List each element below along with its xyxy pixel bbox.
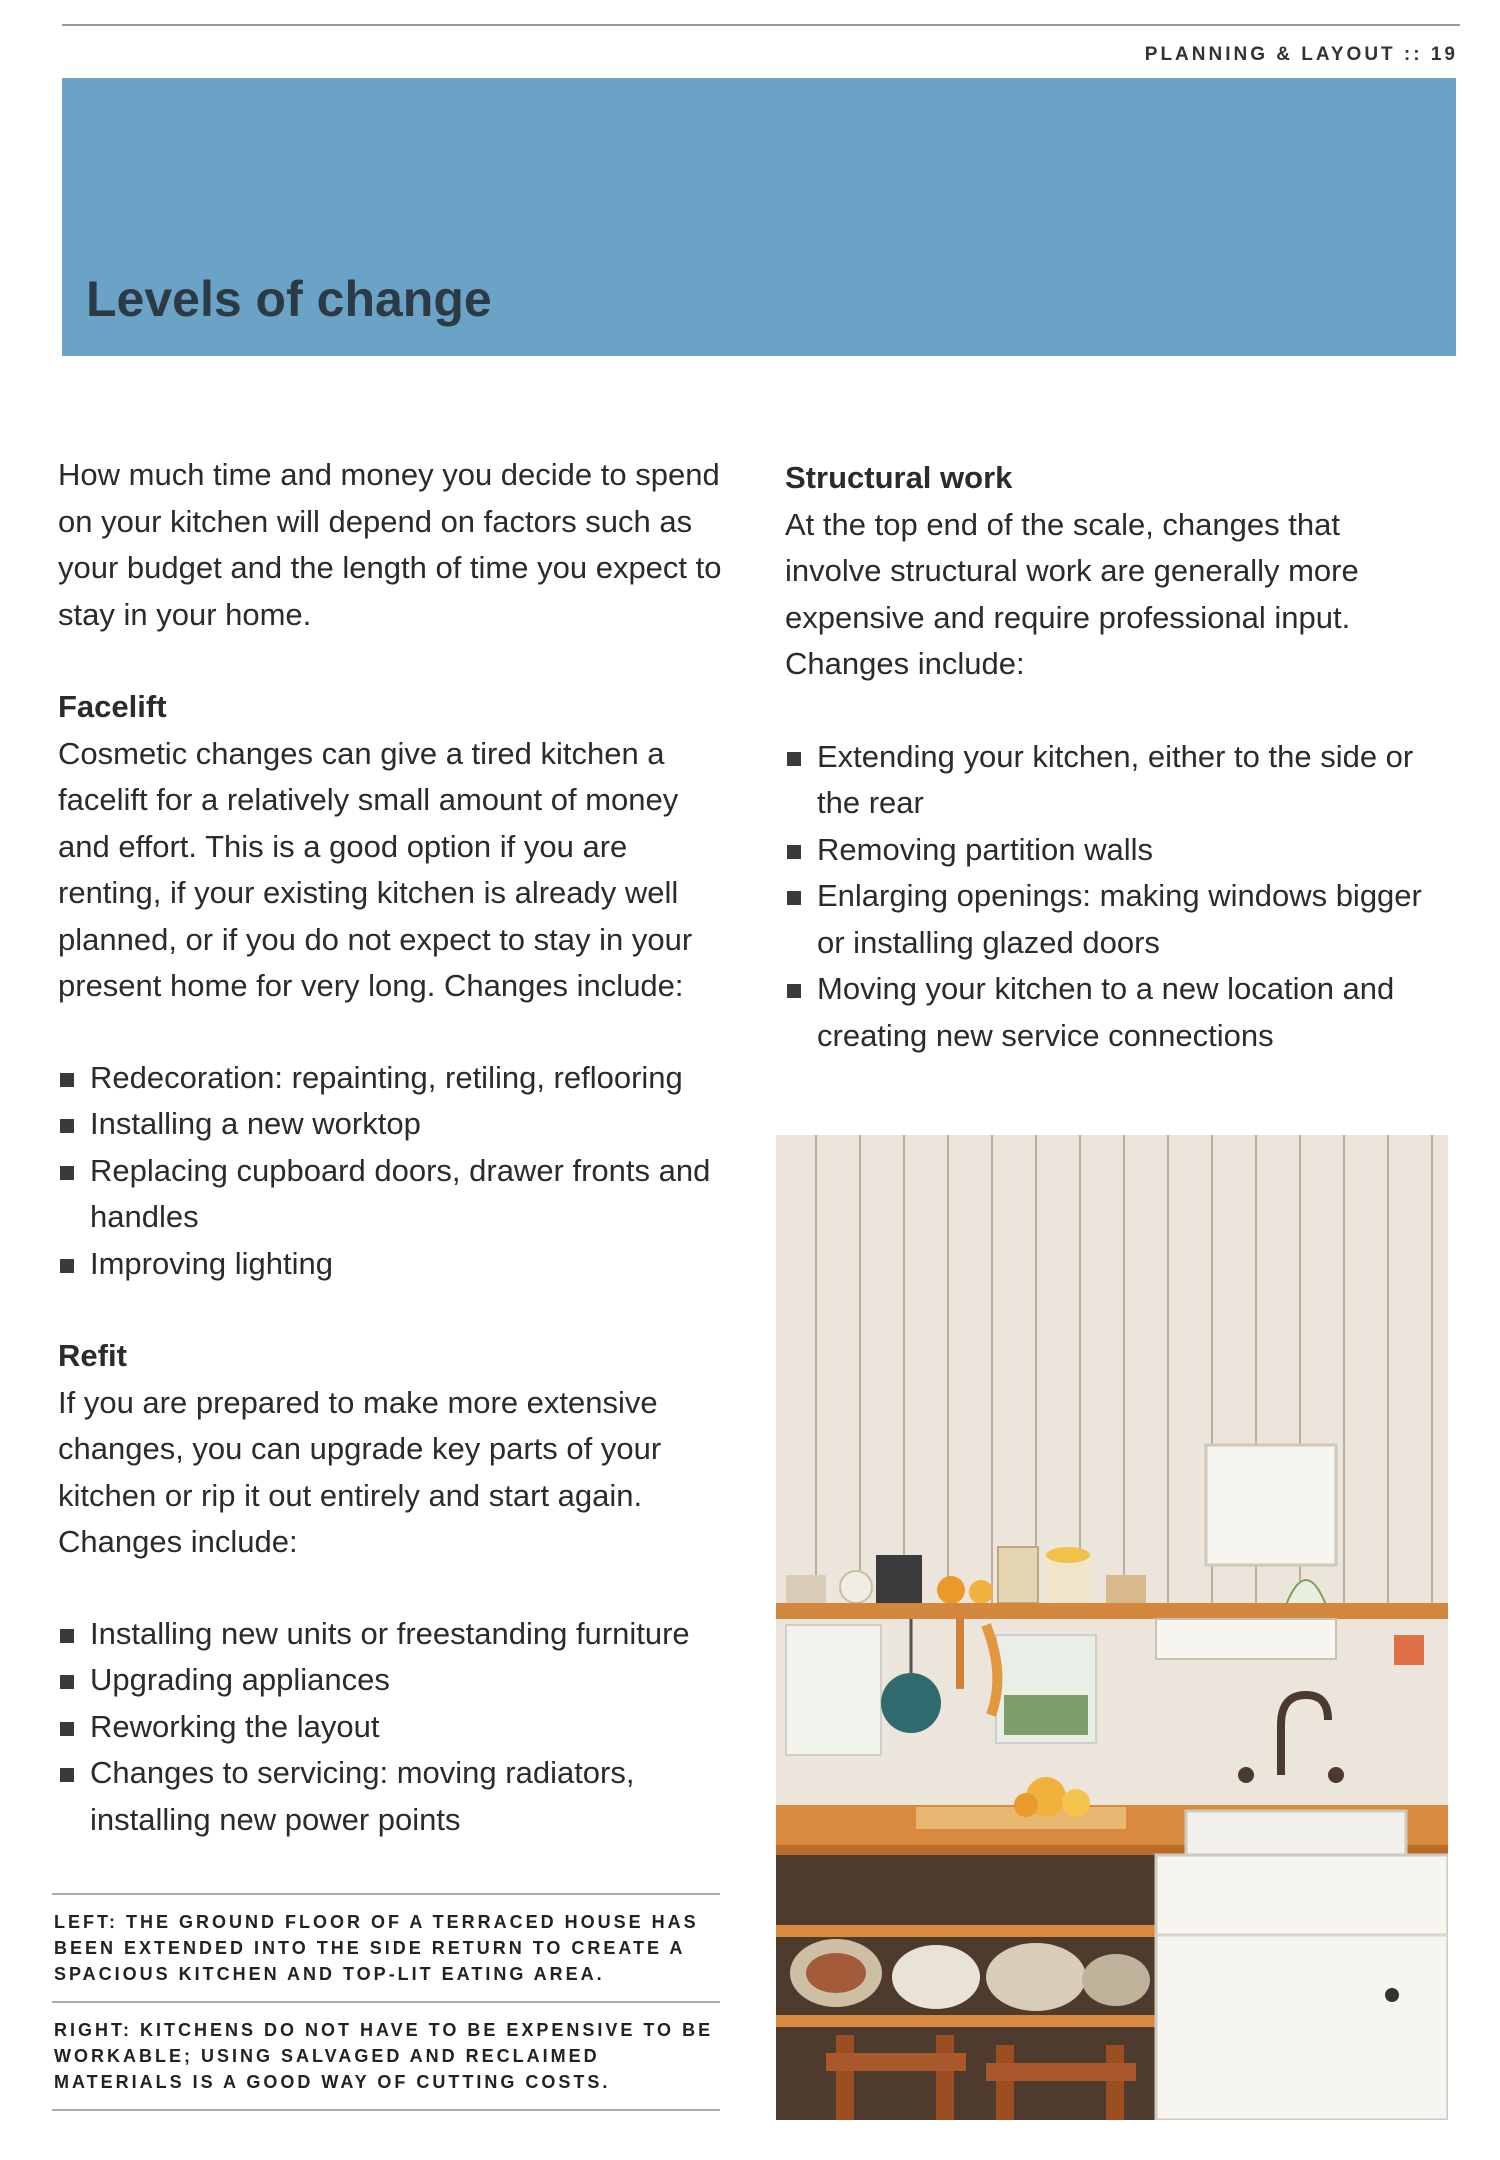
intro-paragraph: How much time and money you decide to spend on your kitchen will depend on factors such as your budget and the length of time you expect to stay in your home. bbox=[58, 457, 722, 632]
list-item: Replacing cupboard doors, drawer fronts and handles bbox=[58, 1148, 738, 1241]
captions bbox=[52, 1893, 720, 2111]
structural-paragraph: At the top end of the scale, changes that involve structural work are generally more expensive and require professional input. Changes include: bbox=[785, 506, 1359, 681]
list-item: Redecoration: repainting, retiling, reflooring bbox=[58, 1055, 738, 1102]
facelift-list bbox=[58, 1055, 738, 1288]
structural-heading: Structural work bbox=[785, 460, 1013, 495]
list-item: Improving lighting bbox=[58, 1241, 738, 1288]
list-item: Changes to servicing: moving radiators, installing new power points bbox=[58, 1750, 738, 1843]
caption-right: RIGHT: KITCHENS DO NOT HAVE TO BE EXPENSIVE TO BE WORKABLE; USING SALVAGED AND RECLAIMED MATERIALS IS A GOOD WAY OF CUTTING COSTS. bbox=[54, 2020, 714, 2092]
refit-paragraph: If you are prepared to make more extensive changes, you can upgrade key parts of your kitchen or rip it out entirely and start again. Changes include: bbox=[58, 1384, 662, 1559]
list-item: Removing partition walls bbox=[785, 827, 1445, 874]
running-head: PLANNING & LAYOUT :: 19 bbox=[1144, 44, 1458, 65]
caption-rule bbox=[52, 2109, 720, 2111]
refit-heading: Refit bbox=[58, 1338, 127, 1373]
kitchen-photo bbox=[776, 1135, 1448, 2120]
list-item: Installing a new worktop bbox=[58, 1101, 738, 1148]
right-column bbox=[785, 455, 1445, 1059]
list-item: Reworking the layout bbox=[58, 1704, 738, 1751]
facelift-paragraph: Cosmetic changes can give a tired kitchen a facelift for a relatively small amount of money and effort. This is a good option if you are renting, if your existing kitchen is already well planned, or if you do not expect to stay in your present home for very long. Changes include: bbox=[58, 735, 693, 1003]
list-item: Upgrading appliances bbox=[58, 1657, 738, 1704]
structural-list bbox=[785, 734, 1445, 1060]
top-rule bbox=[62, 24, 1460, 26]
refit-list bbox=[58, 1611, 738, 1844]
title-banner bbox=[62, 78, 1456, 356]
left-column bbox=[58, 452, 738, 1843]
kitchen-illustration bbox=[776, 1135, 1448, 2120]
caption-left: LEFT: THE GROUND FLOOR OF A TERRACED HOUSE HAS BEEN EXTENDED INTO THE SIDE RETURN TO CREATE A SPACIOUS KITCHEN AND TOP-LIT EATING AREA. bbox=[54, 1912, 699, 1984]
list-item: Moving your kitchen to a new location and creating new service connections bbox=[785, 966, 1445, 1059]
list-item: Installing new units or freestanding furniture bbox=[58, 1611, 738, 1658]
facelift-heading: Facelift bbox=[58, 689, 167, 724]
list-item: Enlarging openings: making windows bigger or installing glazed doors bbox=[785, 873, 1445, 966]
list-item: Extending your kitchen, either to the side or the rear bbox=[785, 734, 1445, 827]
page-title: Levels of change bbox=[86, 271, 492, 327]
